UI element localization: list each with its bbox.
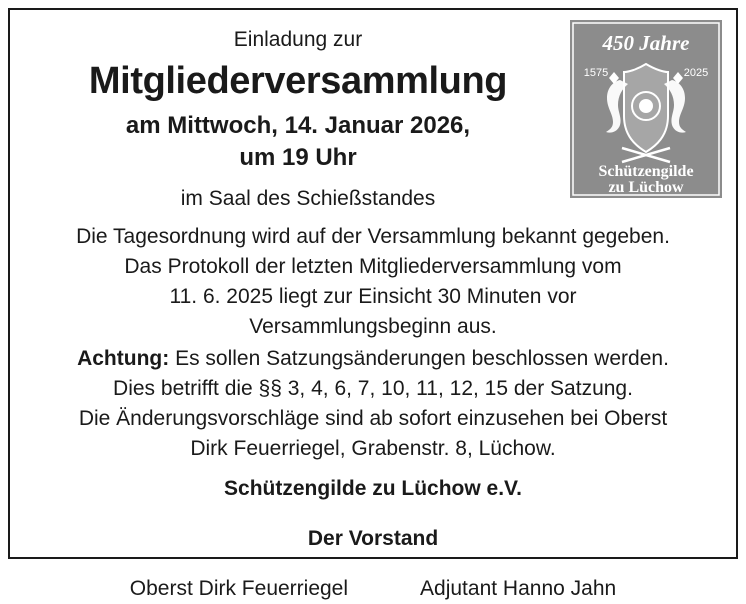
agenda-line-2: Das Protokoll der letzten Mitgliederversammlung vom	[124, 255, 622, 278]
svg-text:Schützengilde: Schützengilde	[598, 163, 694, 180]
meeting-location: im Saal des Schießstandes	[180, 187, 436, 210]
organization-name: Schützengilde zu Lüchow e.V.	[224, 477, 522, 500]
advertisement-frame	[8, 8, 738, 600]
notice-line-2: Dies betrifft die §§ 3, 4, 6, 7, 10, 11, 12, 15 der Satzung.	[113, 377, 633, 400]
notice-line-1	[26, 344, 720, 374]
advertisement-content	[10, 10, 736, 600]
officer-signatures	[26, 574, 720, 604]
agenda-line-4: Versammlungsbeginn aus.	[249, 315, 497, 338]
invitation-lead: Einladung zur	[233, 28, 363, 51]
notice-label: Achtung:	[77, 347, 170, 370]
notice-text: Es sollen Satzungsänderungen beschlossen werden.	[169, 347, 669, 370]
svg-text:2025: 2025	[683, 67, 709, 79]
svg-text:zu Lüchow: zu Lüchow	[608, 179, 684, 196]
page-title: Mitgliederversammlung	[88, 60, 508, 102]
notice-line-4: Dirk Feuerriegel, Grabenstr. 8, Lüchow.	[190, 437, 556, 460]
agenda-line-1: Die Tagesordnung wird auf der Versammlung bekannt gegeben.	[76, 225, 670, 248]
agenda-line-3: 11. 6. 2025 liegt zur Einsicht 30 Minuten vor	[169, 285, 577, 308]
meeting-date: am Mittwoch, 14. Januar 2026,	[125, 112, 471, 139]
officer-left: Oberst Dirk Feuerriegel	[129, 577, 349, 600]
officer-right: Adjutant Hanno Jahn	[420, 577, 617, 600]
svg-text:450 Jahre: 450 Jahre	[602, 31, 690, 55]
organization-board: Der Vorstand	[307, 527, 439, 550]
guild-crest-logo	[570, 20, 722, 198]
notice-line-3: Die Änderungsvorschläge sind ab sofort einzusehen bei Oberst	[78, 407, 668, 430]
svg-text:1575: 1575	[583, 67, 609, 79]
meeting-time: um 19 Uhr	[239, 144, 357, 171]
